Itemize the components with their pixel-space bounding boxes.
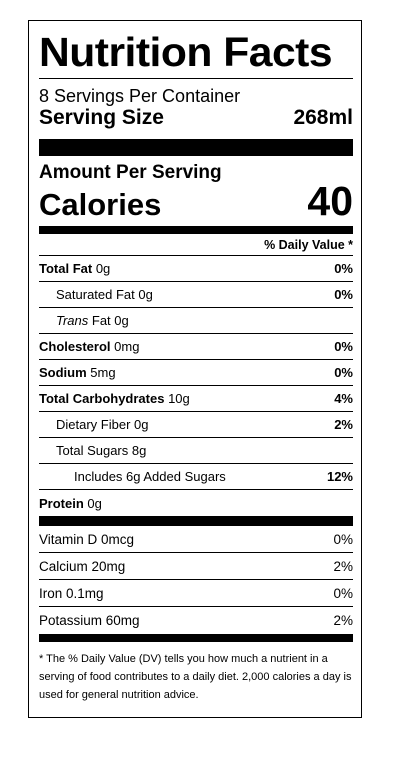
servings-per-container: 8 Servings Per Container: [39, 86, 241, 106]
nutrient-pct: 0%: [334, 339, 353, 354]
vitamin-name: Calcium 20mg: [39, 558, 126, 574]
medium-divider: [39, 634, 353, 642]
nutrient-pct: 0%: [334, 287, 353, 302]
nutrient-pct: 12%: [326, 469, 353, 484]
nutrient-name: Saturated Fat 0g: [56, 287, 153, 302]
nutrient-pct: 4%: [334, 391, 353, 406]
calories-value: 40: [307, 178, 353, 224]
vitamins-section: [39, 526, 353, 634]
vitamin-row: [39, 580, 353, 607]
label-title: Nutrition Facts: [39, 29, 333, 75]
vitamin-pct: 2%: [333, 558, 353, 574]
nutrient-amount: 0g: [95, 261, 111, 276]
vitamin-name: Vitamin D 0mcg: [39, 531, 135, 547]
nutrient-row-added-sugars: [39, 464, 353, 490]
nutrient-row-total-sugars: [39, 438, 353, 464]
vitamin-name: Iron 0.1mg: [39, 585, 104, 601]
vitamin-pct: 2%: [333, 613, 353, 628]
nutrient-name: Total Carbohydrates: [39, 391, 165, 406]
nutrient-name: Cholesterol: [39, 339, 111, 354]
nutrient-amount: 0mg: [114, 339, 140, 354]
nutrient-name: Sodium: [39, 365, 87, 380]
vitamin-row: [39, 526, 353, 553]
nutrient-pct: 0%: [334, 365, 353, 380]
vitamin-pct: 0%: [333, 531, 353, 547]
nutrient-name: Dietary Fiber 0g: [56, 417, 149, 432]
footnote: * The % Daily Value (DV) tells you how much a nutrient in a serving of food contributes to a daily diet. 2,000 calories a day is used for general nutrition advice.: [39, 653, 352, 701]
nutrient-row-protein: [39, 490, 353, 516]
calories-row: [39, 178, 353, 224]
vitamin-name: Potassium 60mg: [39, 613, 140, 628]
nutrient-row-trans-fat: [39, 308, 353, 334]
nutrient-amount: 10g: [168, 391, 190, 406]
nutrient-name: Total Fat: [39, 261, 93, 276]
nutrient-name-rest: Fat 0g: [91, 313, 129, 328]
nutrient-row-saturated-fat: [39, 282, 353, 308]
nutrient-name-italic: Trans: [56, 313, 89, 328]
nutrient-pct: 2%: [334, 417, 353, 432]
nutrient-name: Total Sugars 8g: [56, 443, 147, 458]
divider: [39, 78, 353, 79]
nutrient-amount: 0g: [87, 495, 102, 511]
nutrient-name: Includes 6g Added Sugars: [74, 469, 226, 484]
nutrient-pct: 0%: [334, 261, 353, 276]
serving-size-row: [39, 106, 353, 130]
thick-divider: [39, 516, 353, 526]
amount-per-serving: Amount Per Serving: [39, 162, 222, 183]
nutrient-name: Protein: [39, 495, 84, 511]
thick-divider: [39, 139, 353, 156]
nutrient-row-sodium: [39, 360, 353, 386]
vitamin-row: [39, 553, 353, 580]
nutrition-facts-label: [28, 20, 362, 718]
vitamin-row: [39, 607, 353, 634]
nutrient-row-total-fat: [39, 256, 353, 282]
nutrient-row-total-carbohydrates: [39, 386, 353, 412]
nutrient-row-dietary-fiber: [39, 412, 353, 438]
vitamin-pct: 0%: [333, 585, 353, 601]
serving-size-value: 268ml: [293, 106, 353, 129]
calories-label: Calories: [39, 187, 162, 222]
nutrient-row-cholesterol: [39, 334, 353, 360]
serving-size-label: Serving Size: [39, 106, 164, 129]
medium-divider: [39, 226, 353, 234]
nutrient-amount: 5mg: [90, 365, 116, 380]
daily-value-header: % Daily Value *: [39, 234, 353, 256]
